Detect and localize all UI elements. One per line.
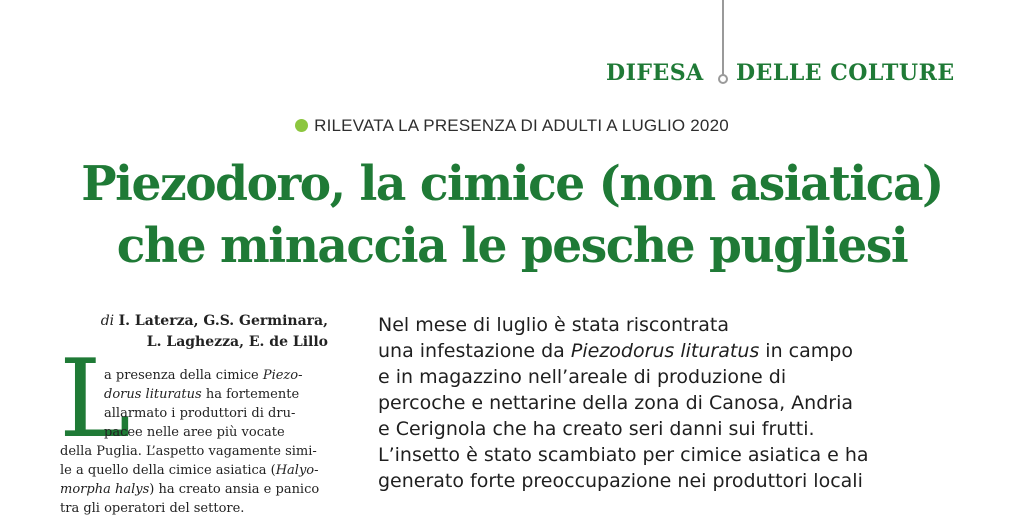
section-label-colture: DELLE COLTURE [736, 60, 955, 86]
summary-lead [378, 312, 978, 494]
body-text-span: le a quello della cimice asiatica ( [60, 463, 276, 478]
body-line [60, 385, 350, 404]
summary-text-span: in campo [759, 340, 853, 362]
summary-line: L’insetto è stato scambiato per cimice asiatica e ha [378, 444, 869, 466]
species-name: Halyo- [275, 463, 319, 478]
summary-text-span: una infestazione da [378, 340, 571, 362]
headline-line-1: Piezodoro, la cimice (non asiatica) [81, 156, 943, 212]
section-header [604, 56, 966, 92]
kicker [0, 116, 1024, 136]
body-text-span: a presenza della cimice [104, 368, 263, 383]
byline-prefix: di [100, 313, 115, 329]
body-line [60, 480, 350, 499]
species-name: dorus lituratus [104, 387, 202, 402]
section-divider [722, 0, 724, 76]
summary-line: generato forte preoccupazione nei produttori locali [378, 470, 863, 492]
byline-authors-1: I. Laterza, G.S. Germinara, [118, 313, 328, 329]
summary-line: e Cerignola che ha creato seri danni sui frutti. [378, 418, 815, 440]
body-line: pacee nelle aree più vocate [104, 425, 285, 440]
summary-line: e in magazzino nell’areale di produzione di [378, 366, 787, 388]
body-line: tra gli operatori del settore. [60, 501, 245, 516]
body-line [60, 366, 350, 385]
kicker-bullet-icon [295, 119, 308, 132]
summary-line: Nel mese di luglio è stata riscontrata [378, 314, 729, 336]
section-label-difesa: DIFESA [606, 60, 704, 86]
body-line [60, 461, 350, 480]
body-line: della Puglia. L’aspetto vagamente simi- [60, 444, 317, 459]
body-text-span: ) ha creato ansia e panico [149, 482, 320, 497]
drop-cap: L [59, 337, 131, 462]
species-name: morpha halys [60, 482, 150, 497]
summary-line: percoche e nettarine della zona di Canosa, Andria [378, 392, 854, 414]
headline-line-2: che minaccia le pesche pugliesi [116, 218, 908, 274]
summary-line [378, 338, 978, 364]
body-line: allarmato i produttori di dru- [104, 406, 296, 421]
byline-authors-2: L. Laghezza, E. de Lillo [146, 334, 328, 350]
species-name: Piezo- [262, 368, 303, 383]
section-divider-dot [718, 74, 728, 84]
body-text-span: ha fortemente [201, 387, 300, 402]
body-text [60, 366, 350, 518]
kicker-text: RILEVATA LA PRESENZA DI ADULTI A LUGLIO 2020 [314, 116, 729, 135]
species-name: Piezodorus lituratus [570, 340, 760, 362]
